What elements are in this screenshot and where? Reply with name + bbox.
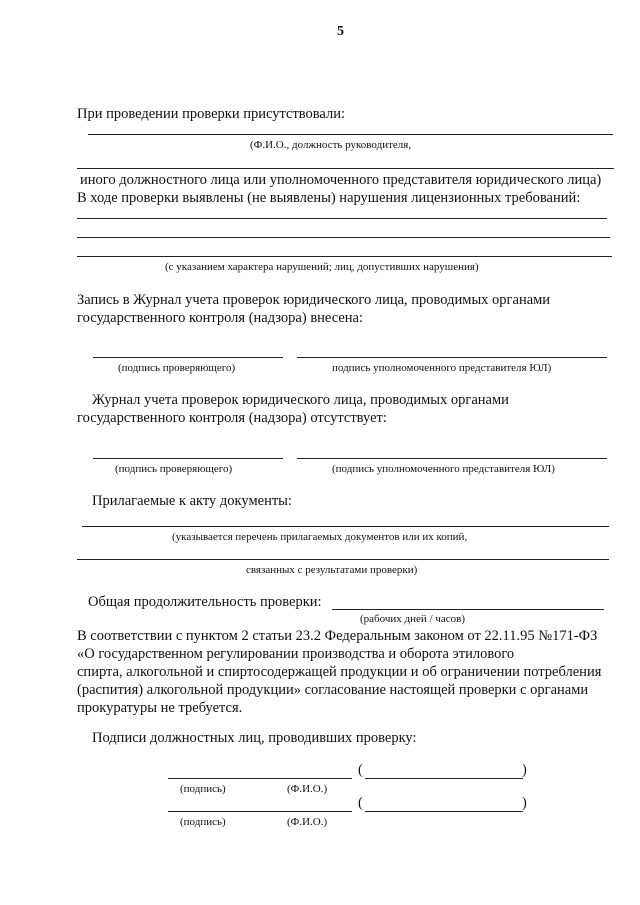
close-paren-2: ) bbox=[522, 795, 527, 811]
conformity-line-5: прокуратуры не требуется. bbox=[77, 700, 243, 716]
name-label-1: (Ф.И.О.) bbox=[287, 783, 328, 795]
conformity-line-3: спирта, алкогольной и спиртосодержащей продукции и об ограничении потребления bbox=[77, 664, 602, 680]
sign-rep-caption-2: (подпись уполномоченного представителя ЮЛ) bbox=[332, 463, 555, 475]
sign-label-2: (подпись) bbox=[180, 816, 226, 828]
duration-line bbox=[332, 609, 604, 610]
present-heading: При проведении проверки присутствовали: bbox=[77, 106, 346, 122]
conformity-line-1: В соответствии с пунктом 2 статьи 23.2 Федеральным законом от 22.11.95 №171-ФЗ bbox=[77, 628, 598, 644]
caption-attached-1: (указывается перечень прилагаемых документов или их копий, bbox=[172, 531, 468, 543]
violations-text: В ходе проверки выявлены (не выявлены) нарушения лицензионных требований: bbox=[77, 190, 581, 206]
violations-line-2 bbox=[77, 237, 610, 238]
sign-inspector-caption: (подпись проверяющего) bbox=[118, 362, 236, 374]
journal-absent-line2: государственного контроля (надзора) отсутствует: bbox=[77, 410, 387, 426]
other-official-text: иного должностного лица или уполномоченного представителя юридического лица) bbox=[80, 172, 602, 188]
caption-violations: (с указанием характера нарушений; лиц, допустивших нарушения) bbox=[165, 261, 479, 273]
sign-inspector-caption-2: (подпись проверяющего) bbox=[115, 463, 233, 475]
head-name-line bbox=[88, 134, 613, 135]
official-line bbox=[77, 168, 614, 169]
name-label-2: (Ф.И.О.) bbox=[287, 816, 328, 828]
violations-line-3 bbox=[77, 256, 612, 257]
sign-label-1: (подпись) bbox=[180, 783, 226, 795]
sign-rep-caption: подпись уполномоченного представителя ЮЛ) bbox=[332, 362, 552, 374]
close-paren-1: ) bbox=[522, 762, 527, 778]
duration-label: Общая продолжительность проверки: bbox=[88, 594, 322, 610]
caption-head: (Ф.И.О., должность руководителя, bbox=[250, 139, 412, 151]
violations-line-1 bbox=[77, 218, 607, 219]
name-line-1 bbox=[365, 778, 523, 779]
conformity-paragraph bbox=[77, 627, 601, 717]
inspector-sign-line bbox=[93, 357, 283, 358]
attached-line-1 bbox=[82, 526, 609, 527]
signatures-heading: Подписи должностных лиц, проводивших проверку: bbox=[92, 730, 417, 746]
open-paren-1: ( bbox=[358, 762, 363, 778]
signature-line-1 bbox=[168, 778, 352, 779]
rep-sign-line bbox=[297, 357, 607, 358]
signature-line-2 bbox=[168, 811, 352, 812]
conformity-line-2: «О государственном регулировании производства и оборота этилового bbox=[77, 646, 515, 662]
name-line-2 bbox=[365, 811, 523, 812]
attached-heading: Прилагаемые к акту документы: bbox=[92, 493, 292, 509]
page-number: 5 bbox=[337, 24, 344, 39]
journal-made-line2: государственного контроля (надзора) внесена: bbox=[77, 310, 363, 326]
rep-sign-line-2 bbox=[297, 458, 607, 459]
duration-unit-caption: (рабочих дней / часов) bbox=[360, 613, 465, 625]
conformity-line-4: (распития) алкогольной продукции» согласование настоящей проверки с органами bbox=[77, 682, 589, 698]
journal-absent-line1: Журнал учета проверок юридического лица, проводимых органами bbox=[92, 392, 509, 408]
attached-line-2 bbox=[77, 559, 609, 560]
caption-attached-2: связанных с результатами проверки) bbox=[246, 564, 418, 576]
journal-made-line1: Запись в Журнал учета проверок юридического лица, проводимых органами bbox=[77, 292, 551, 308]
inspector-sign-line-2 bbox=[93, 458, 283, 459]
open-paren-2: ( bbox=[358, 795, 363, 811]
